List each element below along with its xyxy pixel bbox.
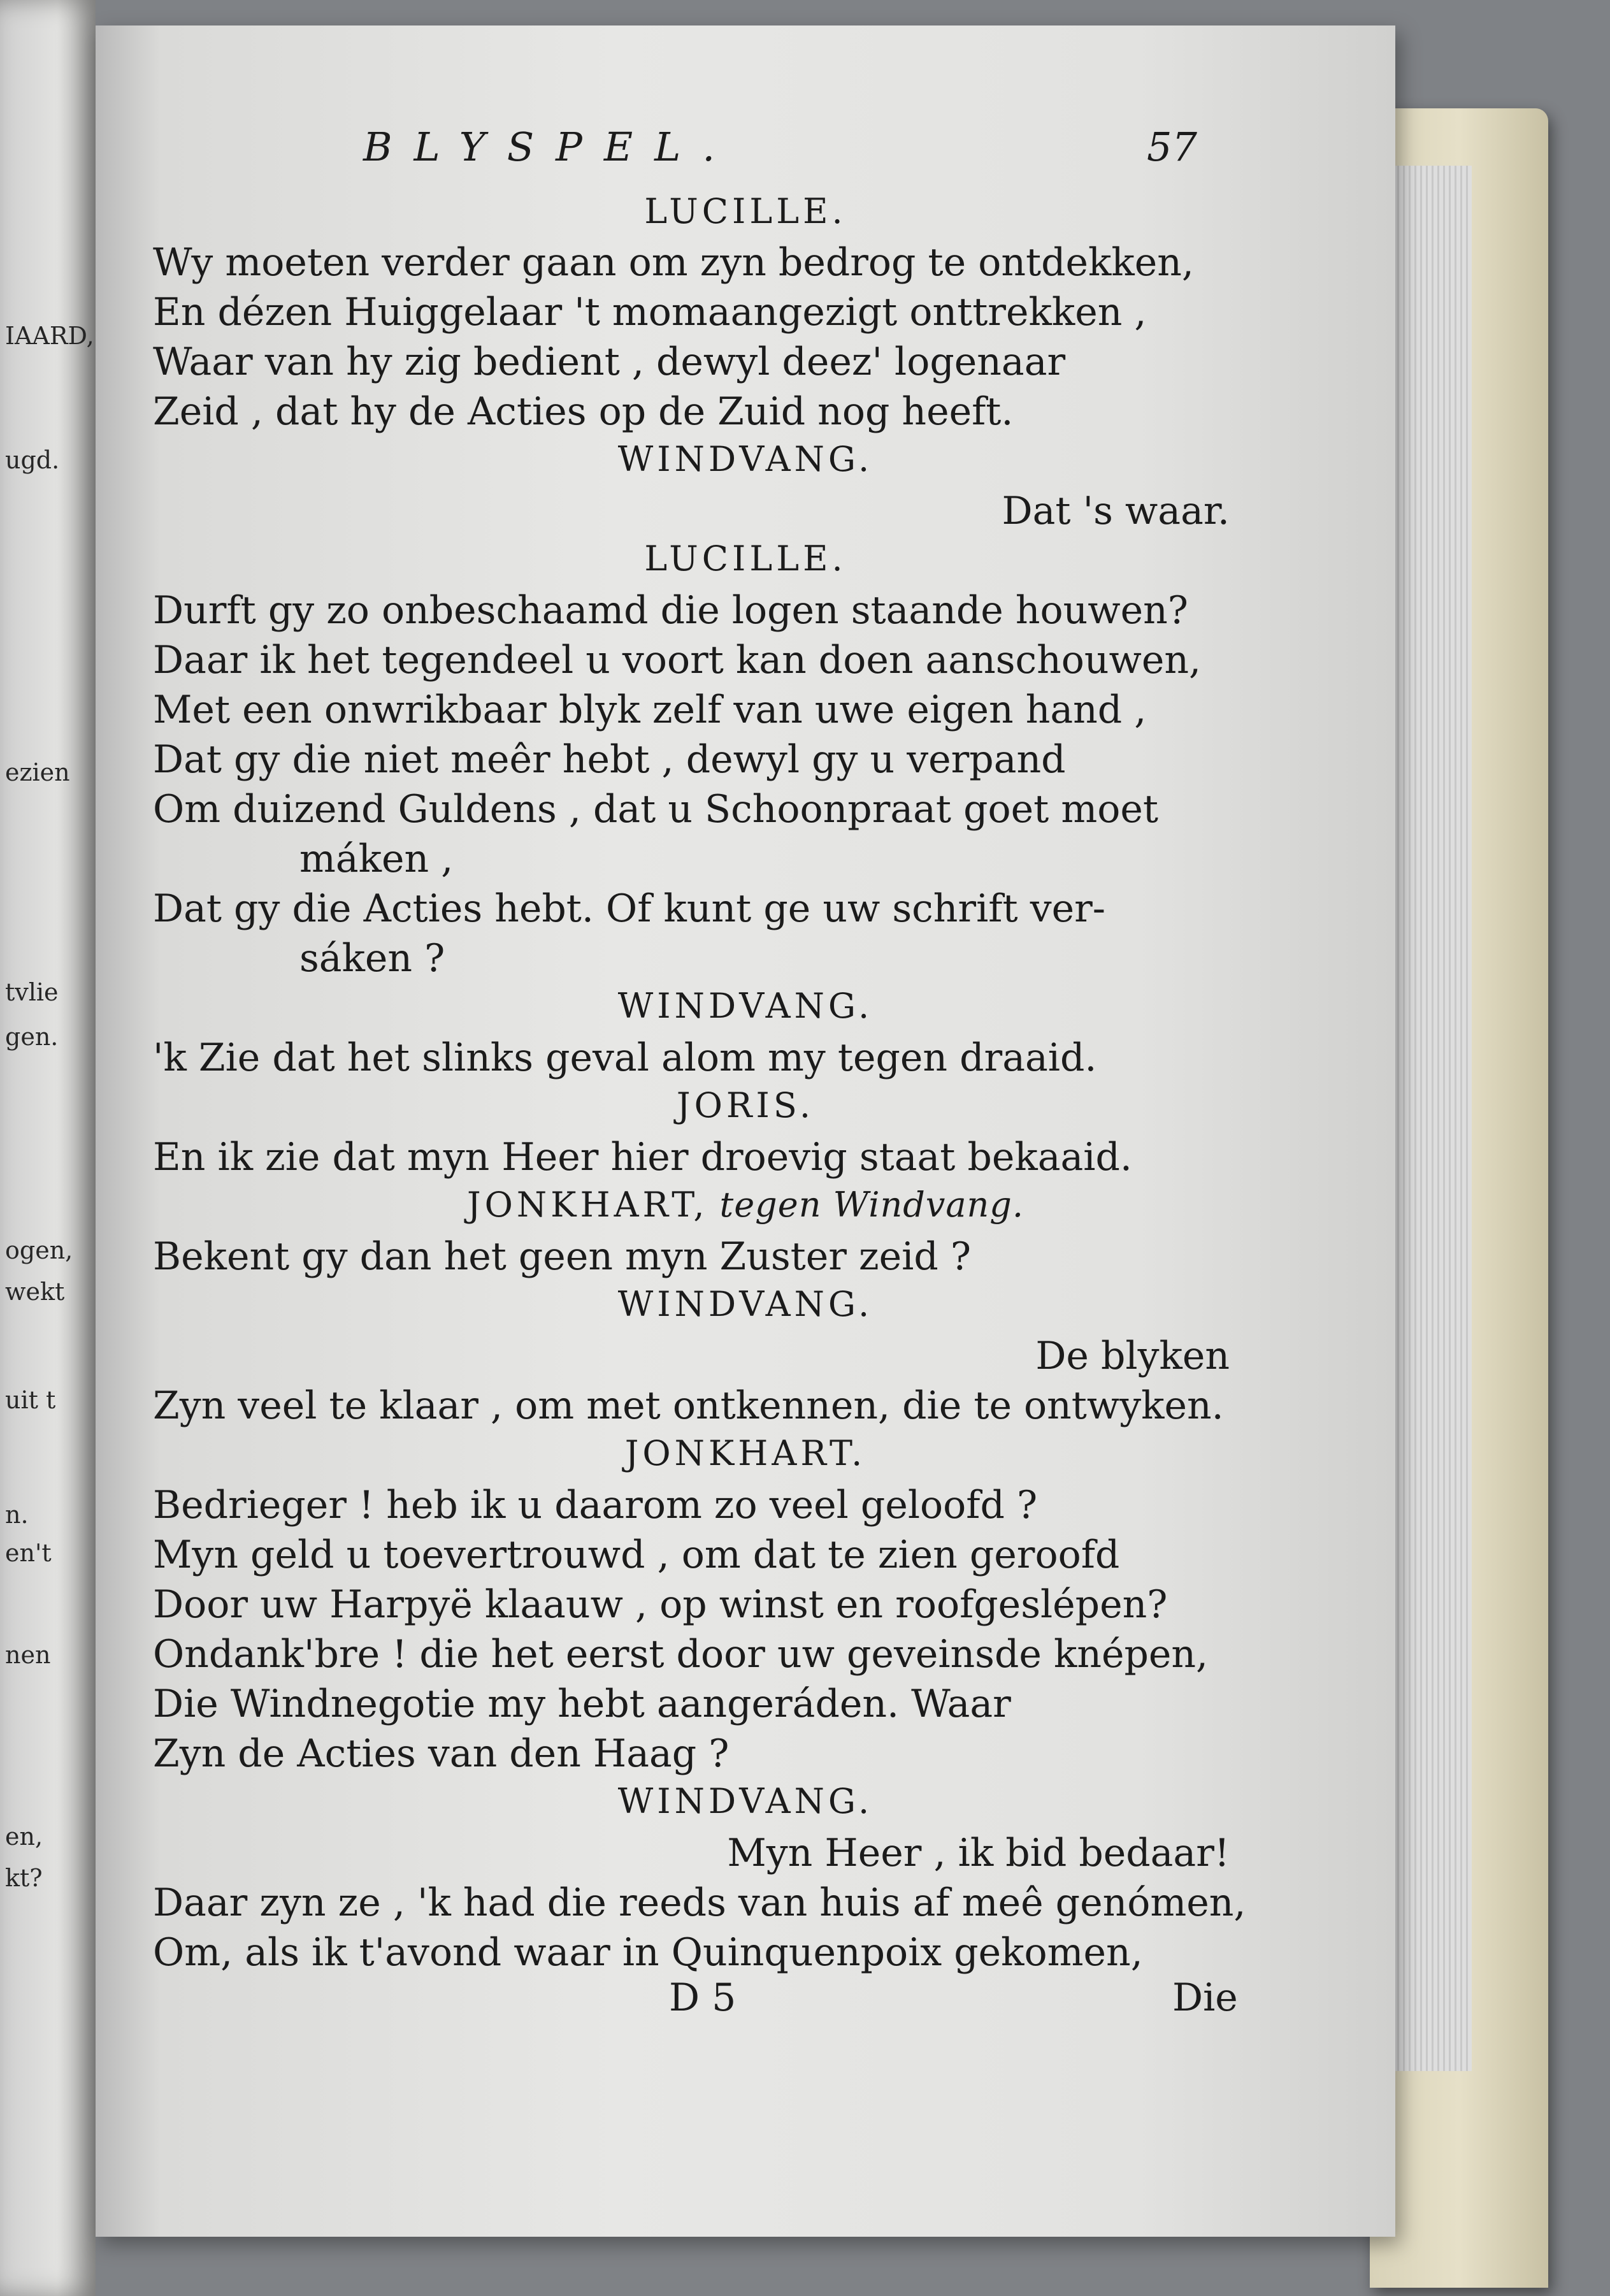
margin-fragment: en,: [5, 1823, 43, 1851]
verse-line: Zyn veel te klaar , om met ontkennen, die te ontwyken.: [153, 1383, 1224, 1428]
page-number: 57: [1147, 124, 1197, 170]
stage-direction: tegen Windvang.: [719, 1185, 1024, 1225]
verse-line: Om, als ik t'avond waar in Quinquenpoix gekomen,: [153, 1930, 1143, 1975]
verse-line: Myn geld u toevertrouwd , om dat te zien geroofd: [153, 1533, 1120, 1577]
running-header: BLYSPEL.: [363, 124, 737, 170]
margin-fragment: ugd.: [5, 446, 60, 474]
speaker-name: [617, 1781, 873, 1821]
speaker-name: [617, 439, 873, 479]
signature-mark: D 5: [669, 1975, 737, 2020]
catchword: Die: [1172, 1975, 1238, 2020]
speaker-name: [624, 1433, 866, 1473]
speaker-name: [676, 1085, 815, 1125]
margin-fragment: n.: [5, 1501, 29, 1529]
verse-line: Wy moeten verder gaan om zyn bedrog te ontdekken,: [153, 240, 1194, 285]
verse-line: Om duizend Guldens , dat u Schoonpraat goet moet: [153, 787, 1158, 832]
verse-line: En dézen Huiggelaar 't momaangezigt onttrekken ,: [153, 290, 1147, 335]
margin-fragment: IAARD,: [5, 322, 94, 350]
verse-line: Durft gy zo onbeschaamd die logen staande houwen?: [153, 588, 1188, 633]
verse-line: Door uw Harpyë klaauw , op winst en roofgeslépen?: [153, 1582, 1168, 1627]
book-page: [96, 25, 1395, 2237]
speaker-label: WINDVANG.: [617, 1781, 873, 1821]
margin-fragment: wekt: [5, 1278, 65, 1306]
verse-line: Dat gy die Acties hebt. Of kunt ge uw schrift ver-: [153, 886, 1106, 931]
margin-fragment: en't: [5, 1539, 52, 1567]
speaker-name: [644, 538, 847, 579]
verse-line-completion: Dat 's waar.: [1002, 489, 1230, 533]
verse-line: Die Windnegotie my hebt aangeráden. Waar: [153, 1682, 1011, 1726]
verse-line: Zeid , dat hy de Acties op de Zuid nog heeft.: [153, 389, 1014, 434]
facing-page-edge: [0, 0, 96, 2296]
margin-fragment: tvlie: [5, 978, 59, 1006]
speaker-label: LUCILLE.: [644, 191, 847, 231]
speaker-label: JONKHART,: [466, 1185, 708, 1225]
verse-line-completion: Myn Heer , ik bid bedaar!: [727, 1831, 1230, 1875]
margin-fragment: uit t: [5, 1386, 56, 1414]
verse-line: Dat gy die niet meêr hebt , dewyl gy u verpand: [153, 737, 1066, 782]
verse-line: Bekent gy dan het geen myn Zuster zeid ?: [153, 1234, 971, 1279]
speaker-name: [617, 986, 873, 1026]
speaker-label: WINDVANG.: [617, 1284, 873, 1324]
verse-line: Waar van hy zig bedient , dewyl deez' logenaar: [153, 340, 1066, 384]
margin-fragment: ogen,: [5, 1236, 73, 1264]
verse-line: Ondank'bre ! die het eerst door uw geveinsde knépen,: [153, 1632, 1209, 1677]
verse-line: Bedrieger ! heb ik u daarom zo veel geloofd ?: [153, 1483, 1038, 1527]
margin-fragment: gen.: [5, 1023, 59, 1051]
speaker-name: [644, 191, 847, 231]
margin-fragment: ezien: [5, 758, 70, 786]
speaker-label: JORIS.: [676, 1085, 815, 1125]
margin-fragment: nen: [5, 1641, 51, 1669]
speaker-label: WINDVANG.: [617, 439, 873, 479]
verse-runover: máken ,: [299, 837, 454, 881]
speaker-label: JONKHART.: [624, 1433, 866, 1473]
verse-line: Daar ik het tegendeel u voort kan doen aanschouwen,: [153, 638, 1202, 682]
verse-line: Zyn de Acties van den Haag ?: [153, 1731, 730, 1776]
verse-line: Daar zyn ze , 'k had die reeds van huis af meê genómen,: [153, 1881, 1246, 1925]
verse-line: En ik zie dat myn Heer hier droevig staat bekaaid.: [153, 1135, 1132, 1180]
verse-line: Met een onwrikbaar blyk zelf van uwe eigen hand ,: [153, 688, 1147, 732]
speaker-label: WINDVANG.: [617, 986, 873, 1026]
verse-line: 'k Zie dat het slinks geval alom my tegen draaid.: [153, 1036, 1097, 1080]
speaker-label: LUCILLE.: [644, 538, 847, 579]
verse-runover: sáken ?: [299, 936, 445, 981]
verse-line-completion: De blyken: [1035, 1334, 1230, 1378]
speaker-name: [466, 1185, 1024, 1225]
speaker-name: [617, 1284, 873, 1324]
margin-fragment: kt?: [5, 1864, 43, 1892]
